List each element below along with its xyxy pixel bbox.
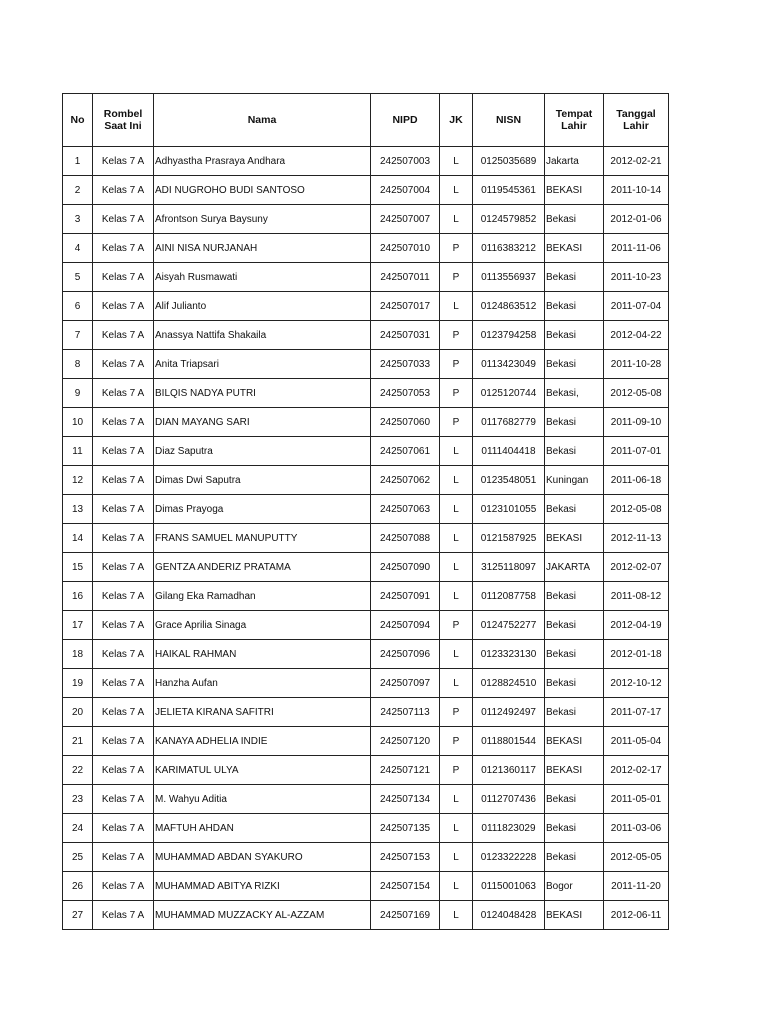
header-no: No [63, 94, 93, 147]
table-row [63, 669, 669, 698]
rombel-cell: Kelas 7 A [93, 263, 154, 292]
jk-cell: L [440, 205, 473, 234]
table-row [63, 785, 669, 814]
tanggal-lahir-cell: 2011-05-04 [604, 727, 669, 756]
nama-cell: MUHAMMAD ABDAN SYAKURO [154, 843, 371, 872]
jk-cell: L [440, 814, 473, 843]
jk-cell: L [440, 466, 473, 495]
tanggal-lahir-cell: 2012-05-08 [604, 379, 669, 408]
jk-cell: P [440, 756, 473, 785]
nisn-cell: 0118801544 [473, 727, 545, 756]
tempat-lahir-cell: Jakarta [545, 147, 604, 176]
no-cell: 26 [63, 872, 93, 901]
rombel-cell: Kelas 7 A [93, 669, 154, 698]
header-row [63, 94, 669, 147]
nipd-cell: 242507134 [371, 785, 440, 814]
tanggal-lahir-cell: 2012-01-18 [604, 640, 669, 669]
nipd-cell: 242507011 [371, 263, 440, 292]
no-cell: 6 [63, 292, 93, 321]
no-cell: 2 [63, 176, 93, 205]
no-cell: 23 [63, 785, 93, 814]
tempat-lahir-cell: Bekasi [545, 437, 604, 466]
nama-cell: KARIMATUL ULYA [154, 756, 371, 785]
tempat-lahir-cell: BEKASI [545, 901, 604, 930]
nama-cell: Gilang Eka Ramadhan [154, 582, 371, 611]
no-cell: 8 [63, 350, 93, 379]
no-cell: 3 [63, 205, 93, 234]
nama-cell: GENTZA ANDERIZ PRATAMA [154, 553, 371, 582]
jk-cell: L [440, 785, 473, 814]
jk-cell: L [440, 901, 473, 930]
jk-cell: L [440, 437, 473, 466]
tanggal-lahir-cell: 2011-10-14 [604, 176, 669, 205]
tempat-lahir-cell: BEKASI [545, 727, 604, 756]
table-row [63, 843, 669, 872]
jk-cell: P [440, 611, 473, 640]
nisn-cell: 0124579852 [473, 205, 545, 234]
header-nama: Nama [154, 94, 371, 147]
table-header [63, 94, 669, 147]
tempat-lahir-cell: BEKASI [545, 524, 604, 553]
table-row [63, 495, 669, 524]
nama-cell: Diaz Saputra [154, 437, 371, 466]
tempat-lahir-cell: Bekasi [545, 350, 604, 379]
rombel-cell: Kelas 7 A [93, 843, 154, 872]
jk-cell: L [440, 553, 473, 582]
tanggal-lahir-cell: 2012-06-11 [604, 901, 669, 930]
nipd-cell: 242507154 [371, 872, 440, 901]
nipd-cell: 242507007 [371, 205, 440, 234]
nisn-cell: 0116383212 [473, 234, 545, 263]
tempat-lahir-cell: BEKASI [545, 176, 604, 205]
rombel-cell: Kelas 7 A [93, 582, 154, 611]
nama-cell: Anassya Nattifa Shakaila [154, 321, 371, 350]
nipd-cell: 242507097 [371, 669, 440, 698]
tanggal-lahir-cell: 2011-03-06 [604, 814, 669, 843]
nipd-cell: 242507060 [371, 408, 440, 437]
nisn-cell: 0113423049 [473, 350, 545, 379]
jk-cell: P [440, 698, 473, 727]
nisn-cell: 0123101055 [473, 495, 545, 524]
rombel-cell: Kelas 7 A [93, 408, 154, 437]
jk-cell: L [440, 872, 473, 901]
jk-cell: P [440, 321, 473, 350]
nisn-cell: 0111823029 [473, 814, 545, 843]
nisn-cell: 0125120744 [473, 379, 545, 408]
tanggal-lahir-cell: 2011-10-28 [604, 350, 669, 379]
tanggal-lahir-cell: 2011-09-10 [604, 408, 669, 437]
no-cell: 12 [63, 466, 93, 495]
nama-cell: ADI NUGROHO BUDI SANTOSO [154, 176, 371, 205]
jk-cell: L [440, 640, 473, 669]
header-jk: JK [440, 94, 473, 147]
table-row [63, 901, 669, 930]
nama-cell: Alif Julianto [154, 292, 371, 321]
tanggal-lahir-cell: 2011-11-06 [604, 234, 669, 263]
nipd-cell: 242507121 [371, 756, 440, 785]
jk-cell: P [440, 408, 473, 437]
nipd-cell: 242507135 [371, 814, 440, 843]
tanggal-lahir-cell: 2012-04-22 [604, 321, 669, 350]
nama-cell: HAIKAL RAHMAN [154, 640, 371, 669]
no-cell: 22 [63, 756, 93, 785]
nisn-cell: 0124048428 [473, 901, 545, 930]
tempat-lahir-cell: Bekasi [545, 205, 604, 234]
nipd-cell: 242507091 [371, 582, 440, 611]
tanggal-lahir-cell: 2012-02-17 [604, 756, 669, 785]
header-nipd: NIPD [371, 94, 440, 147]
no-cell: 20 [63, 698, 93, 727]
nisn-cell: 0121360117 [473, 756, 545, 785]
rombel-cell: Kelas 7 A [93, 698, 154, 727]
tempat-lahir-cell: BEKASI [545, 234, 604, 263]
no-cell: 17 [63, 611, 93, 640]
nipd-cell: 242507063 [371, 495, 440, 524]
nipd-cell: 242507153 [371, 843, 440, 872]
rombel-cell: Kelas 7 A [93, 234, 154, 263]
tanggal-lahir-cell: 2011-10-23 [604, 263, 669, 292]
header-nisn: NISN [473, 94, 545, 147]
table-row [63, 321, 669, 350]
jk-cell: L [440, 524, 473, 553]
nama-cell: Anita Triapsari [154, 350, 371, 379]
table-row [63, 292, 669, 321]
tempat-lahir-cell: BEKASI [545, 756, 604, 785]
tanggal-lahir-cell: 2012-10-12 [604, 669, 669, 698]
rombel-cell: Kelas 7 A [93, 350, 154, 379]
tanggal-lahir-cell: 2012-02-07 [604, 553, 669, 582]
table-row [63, 582, 669, 611]
nisn-cell: 0112087758 [473, 582, 545, 611]
no-cell: 13 [63, 495, 93, 524]
nama-cell: AINI NISA NURJANAH [154, 234, 371, 263]
no-cell: 27 [63, 901, 93, 930]
rombel-cell: Kelas 7 A [93, 495, 154, 524]
table-row [63, 176, 669, 205]
jk-cell: L [440, 495, 473, 524]
nisn-cell: 0125035689 [473, 147, 545, 176]
rombel-cell: Kelas 7 A [93, 524, 154, 553]
tanggal-lahir-cell: 2012-05-05 [604, 843, 669, 872]
tanggal-lahir-cell: 2011-07-17 [604, 698, 669, 727]
header-rombel [93, 94, 154, 147]
header-tempat-lahir [545, 94, 604, 147]
table-row [63, 640, 669, 669]
jk-cell: L [440, 147, 473, 176]
nisn-cell: 0124752277 [473, 611, 545, 640]
no-cell: 19 [63, 669, 93, 698]
nipd-cell: 242507031 [371, 321, 440, 350]
nipd-cell: 242507062 [371, 466, 440, 495]
no-cell: 10 [63, 408, 93, 437]
tanggal-lahir-cell: 2012-11-13 [604, 524, 669, 553]
nisn-cell: 0112707436 [473, 785, 545, 814]
table-row [63, 234, 669, 263]
rombel-cell: Kelas 7 A [93, 176, 154, 205]
jk-cell: L [440, 292, 473, 321]
no-cell: 7 [63, 321, 93, 350]
no-cell: 16 [63, 582, 93, 611]
nisn-cell: 0128824510 [473, 669, 545, 698]
tempat-lahir-cell: Bekasi [545, 408, 604, 437]
table-row [63, 611, 669, 640]
rombel-cell: Kelas 7 A [93, 756, 154, 785]
nama-cell: FRANS SAMUEL MANUPUTTY [154, 524, 371, 553]
table-row [63, 408, 669, 437]
table-row [63, 379, 669, 408]
rombel-cell: Kelas 7 A [93, 437, 154, 466]
rombel-cell: Kelas 7 A [93, 901, 154, 930]
nisn-cell: 0123548051 [473, 466, 545, 495]
nisn-cell: 0113556937 [473, 263, 545, 292]
table-row [63, 814, 669, 843]
no-cell: 4 [63, 234, 93, 263]
no-cell: 18 [63, 640, 93, 669]
tempat-lahir-cell: Bekasi [545, 698, 604, 727]
table-row [63, 205, 669, 234]
nipd-cell: 242507090 [371, 553, 440, 582]
rombel-cell: Kelas 7 A [93, 814, 154, 843]
table-row [63, 553, 669, 582]
table-row [63, 466, 669, 495]
tempat-lahir-cell: Bekasi [545, 814, 604, 843]
jk-cell: P [440, 234, 473, 263]
nama-cell: BILQIS NADYA PUTRI [154, 379, 371, 408]
nipd-cell: 242507033 [371, 350, 440, 379]
nisn-cell: 0115001063 [473, 872, 545, 901]
no-cell: 1 [63, 147, 93, 176]
tanggal-lahir-cell: 2011-07-01 [604, 437, 669, 466]
jk-cell: P [440, 350, 473, 379]
tanggal-lahir-cell: 2011-05-01 [604, 785, 669, 814]
tempat-lahir-cell: Bekasi [545, 582, 604, 611]
nipd-cell: 242507003 [371, 147, 440, 176]
tempat-lahir-cell: Bekasi [545, 843, 604, 872]
header-rombel-line1: Rombel [103, 108, 143, 120]
jk-cell: P [440, 379, 473, 408]
table-row [63, 698, 669, 727]
rombel-cell: Kelas 7 A [93, 553, 154, 582]
table-row [63, 756, 669, 785]
nama-cell: KANAYA ADHELIA INDIE [154, 727, 371, 756]
nipd-cell: 242507096 [371, 640, 440, 669]
table-row [63, 437, 669, 466]
nisn-cell: 0123323130 [473, 640, 545, 669]
tempat-lahir-cell: Bekasi, [545, 379, 604, 408]
nisn-cell: 0124863512 [473, 292, 545, 321]
no-cell: 11 [63, 437, 93, 466]
no-cell: 25 [63, 843, 93, 872]
tempat-lahir-cell: Bekasi [545, 321, 604, 350]
nisn-cell: 0123322228 [473, 843, 545, 872]
rombel-cell: Kelas 7 A [93, 727, 154, 756]
tempat-lahir-cell: Bekasi [545, 611, 604, 640]
table-row [63, 147, 669, 176]
tanggal-lahir-cell: 2012-05-08 [604, 495, 669, 524]
nisn-cell: 0111404418 [473, 437, 545, 466]
no-cell: 14 [63, 524, 93, 553]
rombel-cell: Kelas 7 A [93, 205, 154, 234]
rombel-cell: Kelas 7 A [93, 321, 154, 350]
table-row [63, 524, 669, 553]
rombel-cell: Kelas 7 A [93, 785, 154, 814]
no-cell: 9 [63, 379, 93, 408]
student-table [62, 93, 669, 930]
tanggal-lahir-cell: 2011-07-04 [604, 292, 669, 321]
nipd-cell: 242507010 [371, 234, 440, 263]
nama-cell: Hanzha Aufan [154, 669, 371, 698]
rombel-cell: Kelas 7 A [93, 872, 154, 901]
nipd-cell: 242507169 [371, 901, 440, 930]
tempat-lahir-cell: Bekasi [545, 669, 604, 698]
nipd-cell: 242507061 [371, 437, 440, 466]
tanggal-lahir-cell: 2011-11-20 [604, 872, 669, 901]
tempat-lahir-cell: Bogor [545, 872, 604, 901]
jk-cell: L [440, 176, 473, 205]
header-tempat-line1: Tempat [555, 108, 593, 120]
nisn-cell: 0112492497 [473, 698, 545, 727]
tempat-lahir-cell: Bekasi [545, 640, 604, 669]
nama-cell: Dimas Prayoga [154, 495, 371, 524]
table-row [63, 350, 669, 379]
nisn-cell: 3125118097 [473, 553, 545, 582]
tempat-lahir-cell: Bekasi [545, 495, 604, 524]
tanggal-lahir-cell: 2011-08-12 [604, 582, 669, 611]
header-rombel-line2: Saat Ini [104, 120, 142, 132]
table-body [63, 147, 669, 930]
nama-cell: MUHAMMAD MUZZACKY AL-AZZAM [154, 901, 371, 930]
rombel-cell: Kelas 7 A [93, 379, 154, 408]
nama-cell: Dimas Dwi Saputra [154, 466, 371, 495]
nama-cell: Grace Aprilia Sinaga [154, 611, 371, 640]
jk-cell: L [440, 582, 473, 611]
tempat-lahir-cell: Bekasi [545, 292, 604, 321]
nama-cell: JELIETA KIRANA SAFITRI [154, 698, 371, 727]
tempat-lahir-cell: Bekasi [545, 263, 604, 292]
student-list-sheet [62, 93, 669, 930]
header-tempat-line2: Lahir [561, 120, 587, 132]
nisn-cell: 0121587925 [473, 524, 545, 553]
tempat-lahir-cell: JAKARTA [545, 553, 604, 582]
nisn-cell: 0119545361 [473, 176, 545, 205]
tanggal-lahir-cell: 2012-04-19 [604, 611, 669, 640]
nipd-cell: 242507004 [371, 176, 440, 205]
header-tanggal-lahir: Tanggal Lahir [604, 94, 669, 147]
nama-cell: Aisyah Rusmawati [154, 263, 371, 292]
nipd-cell: 242507113 [371, 698, 440, 727]
rombel-cell: Kelas 7 A [93, 611, 154, 640]
nisn-cell: 0123794258 [473, 321, 545, 350]
jk-cell: L [440, 669, 473, 698]
rombel-cell: Kelas 7 A [93, 466, 154, 495]
tanggal-lahir-cell: 2012-02-21 [604, 147, 669, 176]
jk-cell: L [440, 843, 473, 872]
nama-cell: DIAN MAYANG SARI [154, 408, 371, 437]
nisn-cell: 0117682779 [473, 408, 545, 437]
nipd-cell: 242507094 [371, 611, 440, 640]
no-cell: 15 [63, 553, 93, 582]
tanggal-lahir-cell: 2011-06-18 [604, 466, 669, 495]
jk-cell: P [440, 727, 473, 756]
jk-cell: P [440, 263, 473, 292]
rombel-cell: Kelas 7 A [93, 640, 154, 669]
no-cell: 21 [63, 727, 93, 756]
nipd-cell: 242507017 [371, 292, 440, 321]
tanggal-lahir-cell: 2012-01-06 [604, 205, 669, 234]
table-row [63, 872, 669, 901]
table-row [63, 263, 669, 292]
nipd-cell: 242507088 [371, 524, 440, 553]
rombel-cell: Kelas 7 A [93, 147, 154, 176]
tempat-lahir-cell: Kuningan [545, 466, 604, 495]
no-cell: 24 [63, 814, 93, 843]
no-cell: 5 [63, 263, 93, 292]
nama-cell: Afrontson Surya Baysuny [154, 205, 371, 234]
nama-cell: Adhyastha Prasraya Andhara [154, 147, 371, 176]
rombel-cell: Kelas 7 A [93, 292, 154, 321]
nama-cell: M. Wahyu Aditia [154, 785, 371, 814]
nama-cell: MUHAMMAD ABITYA RIZKI [154, 872, 371, 901]
nipd-cell: 242507053 [371, 379, 440, 408]
nama-cell: MAFTUH AHDAN [154, 814, 371, 843]
nipd-cell: 242507120 [371, 727, 440, 756]
table-row [63, 727, 669, 756]
tempat-lahir-cell: Bekasi [545, 785, 604, 814]
